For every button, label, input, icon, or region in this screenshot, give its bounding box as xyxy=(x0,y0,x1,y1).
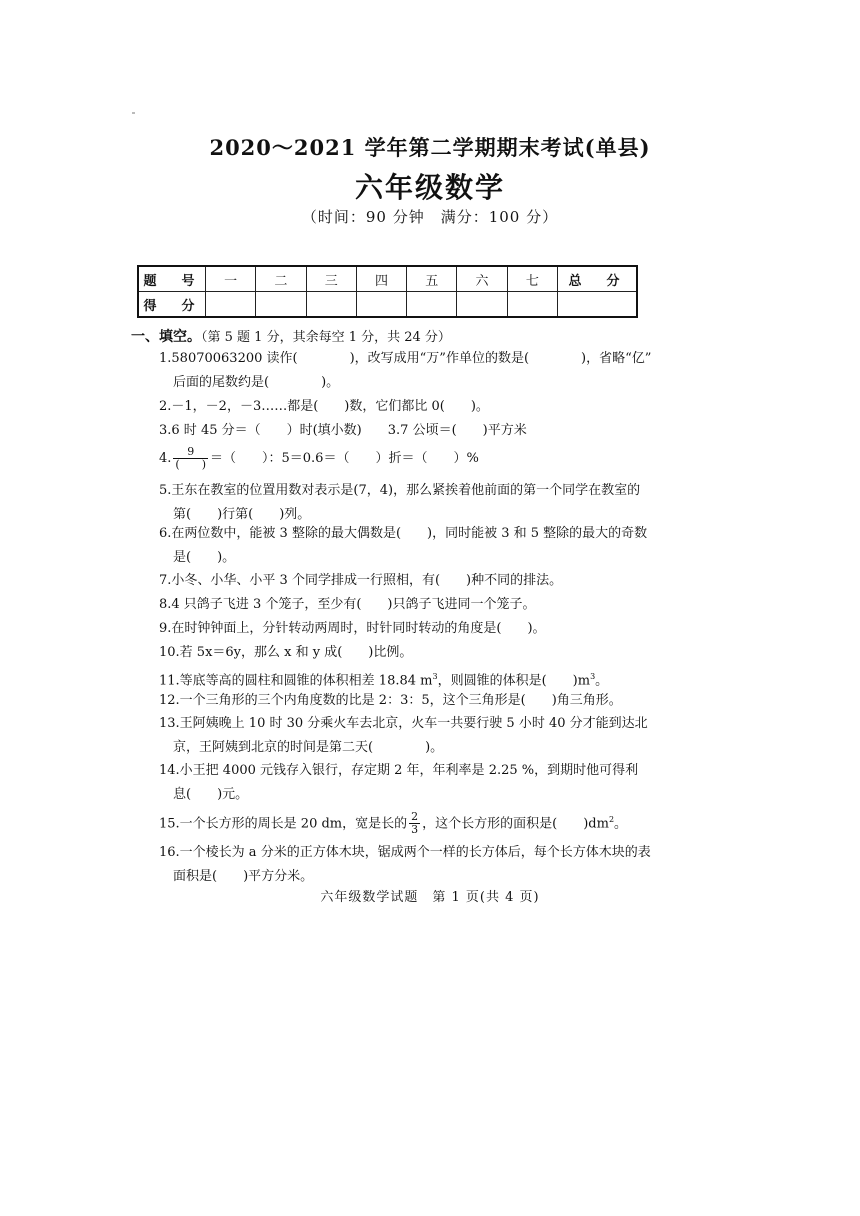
question-6-line1: 6.在两位数中，能被 3 整除的最大偶数是( )，同时能被 3 和 5 整除的最大的奇数 xyxy=(159,526,648,541)
fraction-denominator: 3 xyxy=(411,823,419,837)
score-header-cell: 总 分 xyxy=(558,266,638,292)
question-9: 9.在时钟钟面上，分针转动两周时，时针同时转动的角度是( )。 xyxy=(159,621,546,636)
question-10: 10.若 5x＝6y，那么 x 和 y 成( )比例。 xyxy=(159,645,413,660)
exam-time-score: （时间：90 分钟 满分：100 分） xyxy=(301,208,559,226)
question-14-line2: 息( )元。 xyxy=(173,787,249,802)
question-2: 2.－1，－2，－3……都是( )数，它们都比 0( )。 xyxy=(159,399,489,414)
superscript-3: 3 xyxy=(432,672,438,681)
fraction-numerator: 2 xyxy=(411,810,419,824)
question-8: 8.4 只鸽子飞进 3 个笼子，至少有( )只鸽子飞进同一个笼子。 xyxy=(159,597,536,612)
score-header-cell: 二 xyxy=(256,266,306,292)
score-table-score-row xyxy=(138,292,637,318)
fraction-denominator: ( ) xyxy=(175,458,206,471)
question-5 xyxy=(159,479,649,527)
question-3: 3.6 时 45 分＝（ ）时(填小数) 3.7 公顷＝( )平方米 xyxy=(159,423,527,438)
question-5-line2: 第( )行第( )列。 xyxy=(173,507,311,522)
score-table-header-row xyxy=(138,266,637,292)
score-cell[interactable] xyxy=(507,292,557,318)
exam-title: 2020～2021 学年第二学期期末考试(单县) xyxy=(209,135,651,160)
score-header-cell: 五 xyxy=(407,266,457,292)
question-14 xyxy=(159,759,649,807)
score-cell[interactable] xyxy=(558,292,638,318)
section-1-heading xyxy=(131,326,451,346)
score-cell[interactable] xyxy=(356,292,406,318)
question-16-line1: 16.一个棱长为 a 分米的正方体木块，锯成两个一样的长方体后，每个长方体木块的表 xyxy=(159,845,651,860)
question-13 xyxy=(159,712,649,760)
question-16 xyxy=(159,841,649,889)
section-1-title: 一、填空。 xyxy=(131,329,201,345)
question-13-line1: 13.王阿姨晚上 10 时 30 分乘火车去北京，火车一共要行驶 5 小时 40 分才能到达北 xyxy=(159,716,648,731)
question-13-line2: 京，王阿姨到北京的时间是第二天( )。 xyxy=(173,740,444,755)
question-1-line2: 后面的尾数约是( )。 xyxy=(173,375,340,390)
score-cell[interactable] xyxy=(457,292,507,318)
score-cell[interactable] xyxy=(206,292,256,318)
question-5-line1: 5.王东在教室的位置用数对表示是(7，4)，那么紧挨着他前面的第一个同学在教室的 xyxy=(159,483,641,498)
superscript-3: 3 xyxy=(590,672,596,681)
question-7: 7.小冬、小华、小平 3 个同学排成一行照相，有( )种不同的排法。 xyxy=(159,573,563,588)
question-1-line1: 1.58070063200 读作( )，改写成用“万”作单位的数是( )，省略“亿” xyxy=(159,351,652,366)
question-15 xyxy=(159,808,649,836)
question-11-text-b: ，则圆锥的体积是( )m xyxy=(437,673,591,689)
score-cell[interactable] xyxy=(306,292,356,318)
question-11-text-a: 11.等底等高的圆柱和圆锥的体积相差 18.84 m xyxy=(159,673,433,689)
question-6 xyxy=(159,522,649,570)
question-12: 12.一个三角形的三个内角度数的比是 2：3：5，这个三角形是( )角三角形。 xyxy=(159,693,622,708)
question-15-text-c: 。 xyxy=(614,816,628,832)
superscript-2: 2 xyxy=(608,815,615,824)
question-14-line1: 14.小王把 4000 元钱存入银行，存定期 2 年，年利率是 2.25 %，到期时他可得利 xyxy=(159,763,639,778)
score-header-cell: 七 xyxy=(507,266,557,292)
page-footer: 六年级数学试题 第 1 页(共 4 页) xyxy=(320,890,540,905)
score-header-cell: 六 xyxy=(457,266,507,292)
section-1-note: （第 5 题 1 分，其余每空 1 分，共 24 分） xyxy=(201,330,451,345)
question-11-text-c: 。 xyxy=(595,673,609,689)
score-table xyxy=(137,265,638,318)
question-1 xyxy=(159,347,652,395)
question-4-fraction xyxy=(173,446,208,471)
score-header-cell: 三 xyxy=(306,266,356,292)
scan-speck xyxy=(132,112,135,114)
question-16-line2: 面积是( )平方分米。 xyxy=(173,869,314,884)
score-header-cell: 一 xyxy=(206,266,256,292)
fraction-numerator: 9 xyxy=(173,446,208,459)
question-4-rest: ＝（ ）：5＝0.6＝（ ）折＝（ ）% xyxy=(210,451,479,466)
score-header-cell: 四 xyxy=(356,266,406,292)
score-header-cell: 题 号 xyxy=(138,266,206,292)
question-15-text-a: 15.一个长方形的周长是 20 dm，宽是长的 xyxy=(159,816,408,832)
score-row-label: 得 分 xyxy=(138,292,206,318)
question-6-line2: 是( )。 xyxy=(173,550,236,565)
exam-subject: 六年级数学 xyxy=(354,171,505,204)
question-15-text-b: ，这个长方形的面积是( )dm xyxy=(422,816,609,832)
question-15-fraction xyxy=(409,811,420,836)
question-4 xyxy=(159,446,649,471)
question-4-prefix: 4. xyxy=(159,451,172,466)
score-cell[interactable] xyxy=(256,292,306,318)
score-cell[interactable] xyxy=(407,292,457,318)
